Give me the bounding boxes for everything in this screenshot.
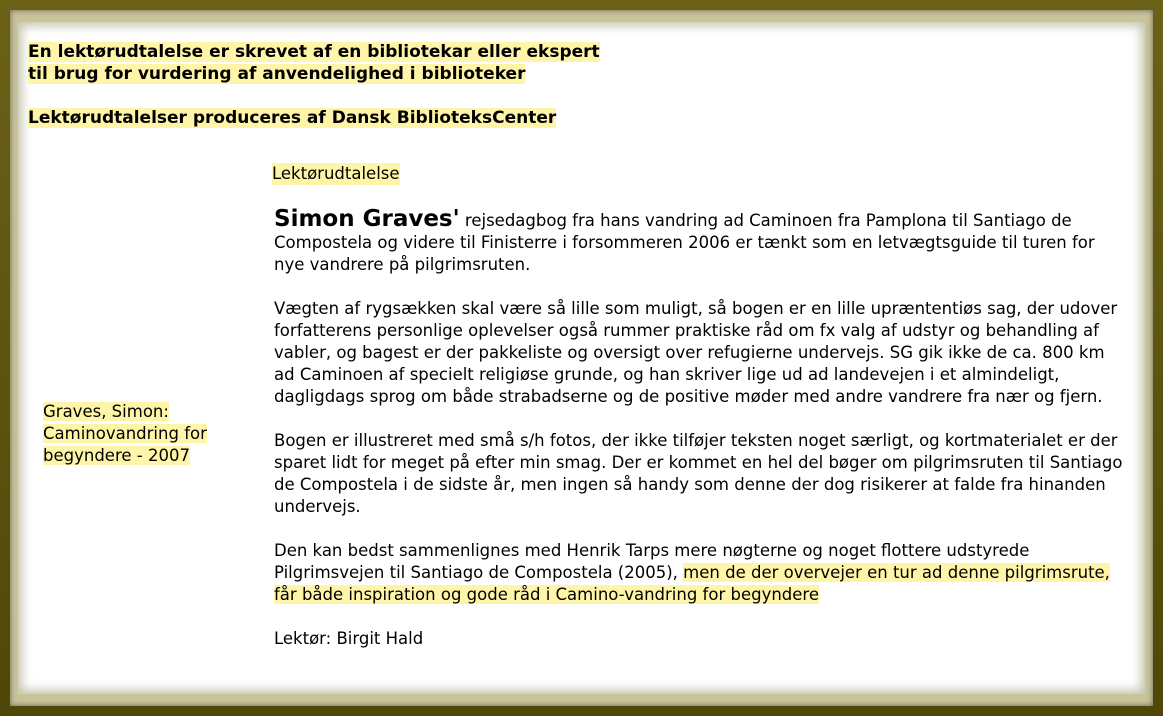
paragraph-4-text: Den kan bedst sammenlignes med Henrik Tarps mere nøgterne og noget flottere udstyrede Pilgrimsvejen til Santiago de Compostela (2005), xyxy=(274,541,1030,582)
paragraph-1-text: rejsedagbog fra hans vandring ad Caminoen fra Pamplona til Santiago de Compostela og videre til Finisterre i forsommeren 2006 er tænkt som en letvægtsguide til turen for nye vandrere på pilgrimsruten. xyxy=(274,211,1095,274)
review-paragraph-2: Vægten af rygsækken skal være så lille som muligt, så bogen er en lille upræntentiøs sag, der udover forfatterens personlige oplevelser også rummer praktiske råd om fx valg af udstyr og behandling af vabler, og bagest er der pakkeliste og oversigt over refugierne undervejs. SG gik ikke de ca. 800 km ad Caminoen af specielt religiøse grunde, og han skriver lige ud ad landevejen i et almindeligt, dagligdags sprog om både strabadserne og de positive møder med andre vandrere fra nær og fjern. xyxy=(274,299,1118,406)
intro-line-2: til brug for vurdering af anvendelighed i biblioteker xyxy=(28,64,526,84)
book-title: Caminovandring for xyxy=(43,424,207,443)
review-paragraph-1 xyxy=(274,208,1124,276)
review-body xyxy=(274,163,1124,672)
book-reference xyxy=(43,401,243,467)
paragraph-4-highlight: men de der overvejer en tur ad denne pilgrimsrute, får både inspiration og gode råd i Camino-vandring for begyndere xyxy=(274,563,1110,604)
review-paragraph-3: Bogen er illustreret med små s/h fotos, der ikke tilføjer teksten noget særligt, og kortmaterialet er der sparet lidt for meget på efter min smag. Der er kommet en hel del bøger om pilgrimsruten til Santiago de Compostela i de sidste år, men ingen så handy som denne der dog risikerer at falde fra hinanden undervejs. xyxy=(274,431,1123,516)
review-signature: Lektør: Birgit Hald xyxy=(274,629,424,648)
review-label: Lektørudtalelse xyxy=(272,164,400,183)
intro-line-3: Lektørudtalelser produceres af Dansk BiblioteksCenter xyxy=(28,108,557,128)
book-author: Graves, Simon: xyxy=(43,402,169,421)
intro-line-1: En lektørudtalelse er skrevet af en bibliotekar eller ekspert xyxy=(28,42,600,62)
book-year: begyndere - 2007 xyxy=(43,446,190,465)
intro-block xyxy=(28,41,600,129)
author-lead: Simon Graves' xyxy=(274,206,460,232)
review-paragraph-4 xyxy=(274,540,1124,606)
